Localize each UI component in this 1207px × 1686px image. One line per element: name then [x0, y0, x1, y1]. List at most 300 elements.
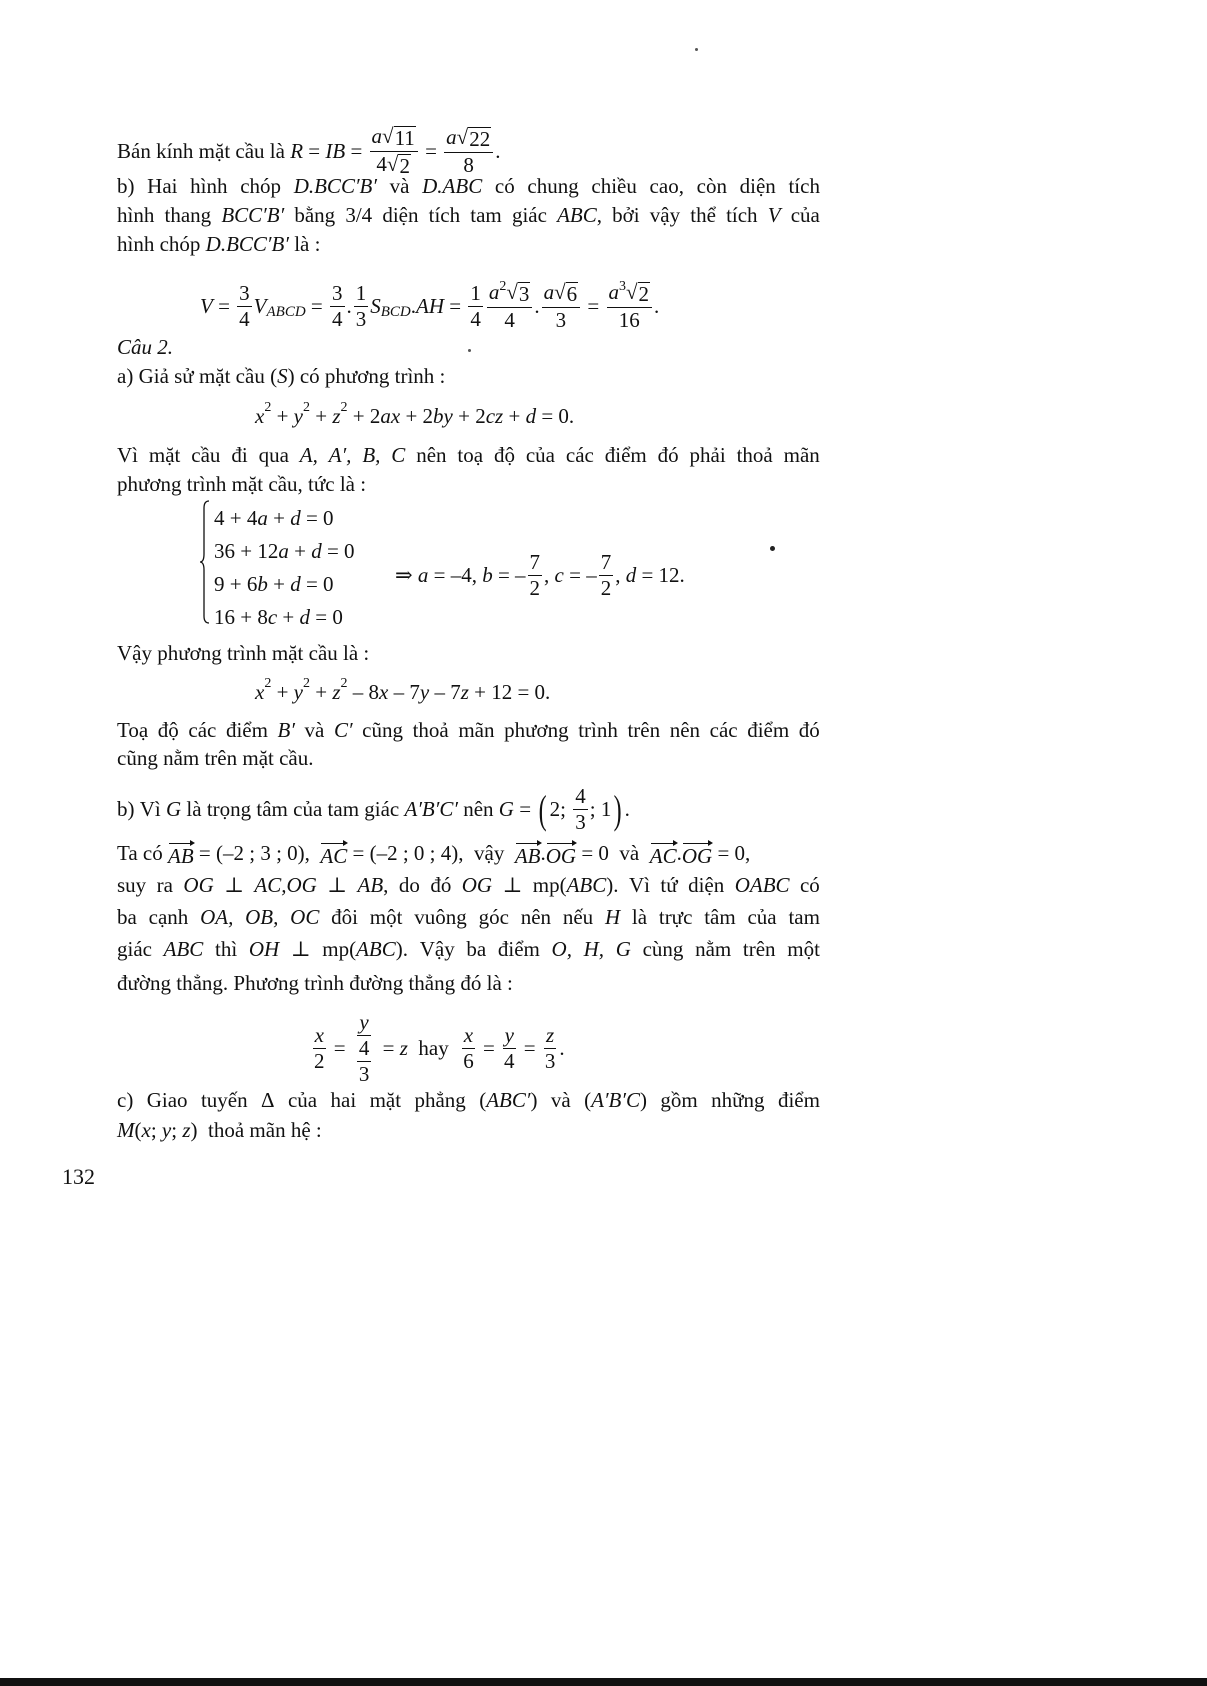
text-run: phương trình mặt cầu, tức là : [117, 472, 367, 496]
denominator [461, 153, 476, 176]
text-run: + [267, 506, 291, 530]
numerator [542, 282, 581, 308]
square-root [554, 282, 578, 305]
math-italic: c [554, 563, 564, 587]
text-run: ba [466, 937, 487, 961]
text-run: . [654, 294, 660, 319]
text-run: 36 + 12 [214, 539, 279, 563]
word [479, 1090, 537, 1111]
word [149, 445, 181, 466]
text-run: của [525, 443, 555, 467]
math-italic: x [255, 404, 265, 428]
text-run: . [346, 294, 352, 319]
word [660, 875, 677, 896]
text-run: 8 [463, 153, 474, 178]
word [643, 939, 684, 960]
math-italic: z [332, 680, 341, 704]
text-line [117, 840, 750, 867]
math-italic: cz [485, 404, 504, 428]
text-run: các [565, 443, 594, 467]
text-run: = – [563, 563, 597, 587]
word [735, 875, 790, 896]
math-italic: A′B′C [591, 1088, 640, 1112]
text-run: nằm [695, 937, 732, 961]
scan-speck [695, 48, 698, 51]
word [670, 720, 700, 741]
text-run: ; [150, 1118, 162, 1142]
denominator [237, 307, 252, 330]
numerator [313, 1025, 326, 1049]
text-run: 3 [355, 307, 367, 332]
word [261, 1090, 275, 1111]
text-run: hình chóp [117, 232, 206, 256]
word [278, 720, 295, 741]
math-italic: y [419, 680, 430, 704]
text-run: = (–2 ; 3 ; 0), [193, 841, 321, 865]
word [183, 875, 213, 896]
text-run: đôi [331, 905, 358, 929]
word [362, 445, 380, 466]
word [117, 445, 138, 466]
word [591, 176, 636, 197]
math-italic: d [290, 572, 301, 596]
scan-speck [770, 546, 775, 551]
math-italic: d [290, 506, 301, 530]
word [747, 907, 776, 928]
text-run: nên [457, 797, 499, 821]
text-run: 2 [529, 576, 541, 600]
math-italic: H, [583, 937, 605, 961]
word [245, 907, 278, 928]
text-run: thoả [736, 443, 773, 467]
math-italic: ABC [356, 937, 396, 961]
square-root [506, 282, 530, 305]
denominator [357, 1062, 372, 1085]
text-run: ) thoả mãn hệ : [190, 1118, 322, 1142]
word [690, 205, 716, 226]
word [527, 176, 578, 197]
word [294, 176, 377, 197]
numerator [357, 1012, 370, 1036]
text-line [117, 366, 445, 387]
text-run: . [534, 294, 540, 319]
word [290, 907, 319, 928]
math-italic: y [359, 1010, 369, 1034]
superscript: 2 [264, 675, 272, 691]
text-line [117, 875, 820, 896]
text-run: bởi [612, 203, 640, 227]
word [240, 176, 281, 197]
vector: AB [168, 840, 194, 867]
radicand: 2 [638, 282, 650, 306]
text-run: ; [171, 1118, 183, 1142]
math-italic: c [267, 605, 278, 629]
text-run: trên [742, 937, 776, 961]
text-run: gồm [660, 1088, 698, 1112]
text-run: cạnh [148, 905, 189, 929]
math-italic: y [293, 404, 303, 428]
word [563, 907, 593, 928]
word [399, 875, 420, 896]
fraction [354, 283, 369, 330]
word [117, 720, 148, 741]
text-run: 1 [355, 281, 367, 306]
text-run: 4 [504, 308, 515, 333]
word [224, 875, 244, 896]
system-equation [214, 539, 355, 564]
fraction [461, 1025, 476, 1072]
text-run: c) [117, 1088, 134, 1112]
word [458, 720, 494, 741]
math-italic: a [446, 125, 457, 150]
word [695, 939, 731, 960]
word [788, 907, 820, 928]
text-run: – 7 [429, 680, 461, 704]
text-run: của [287, 1088, 318, 1112]
text-run: + 2 [400, 404, 434, 428]
text-run: cầu [191, 443, 221, 467]
word [552, 939, 572, 960]
text-run: mãn [783, 443, 820, 467]
numerator [330, 283, 345, 307]
math-italic: a [371, 124, 383, 148]
word [188, 720, 216, 741]
radical-sign-icon: √ [386, 152, 399, 177]
text-run: do [398, 873, 420, 897]
word [690, 445, 726, 466]
superscript: 2 [303, 675, 310, 691]
word [422, 176, 482, 197]
word [158, 720, 179, 741]
math-italic: a [257, 506, 268, 530]
math-italic: z [460, 680, 469, 704]
text-run: Giao [146, 1088, 188, 1112]
big-parenthesis: ) [613, 786, 622, 832]
word [147, 176, 177, 197]
text-run: b) Vì [117, 797, 166, 821]
math-italic: G [166, 797, 182, 821]
math-italic: C′ [333, 718, 353, 742]
math-italic: O, [551, 937, 572, 961]
text-run: 3 [239, 281, 250, 306]
fraction [357, 1038, 372, 1085]
denominator [599, 576, 614, 599]
word [457, 445, 483, 466]
text-run: diện [739, 174, 776, 198]
math-italic: A, [299, 443, 318, 467]
word [616, 939, 631, 960]
text-run: = [444, 294, 467, 319]
word [627, 720, 660, 741]
word [358, 875, 389, 896]
text-run: mp( [322, 937, 357, 961]
text-run: = (–2 ; 0 ; 4), vậy [347, 841, 515, 865]
word [521, 907, 551, 928]
text-run: cao, [649, 174, 684, 198]
text-run: , [383, 873, 389, 897]
word [382, 205, 418, 226]
text-run: và [389, 174, 410, 198]
text-run: 7 [529, 550, 541, 574]
text-run: 2 [314, 1049, 325, 1073]
word [660, 1090, 697, 1111]
math-italic: x [463, 1023, 474, 1047]
word [479, 907, 509, 928]
text-run: hai [330, 1088, 357, 1112]
math-italic: d [625, 563, 637, 587]
text-run: mãn [458, 718, 495, 742]
word [430, 875, 451, 896]
math-italic: A′B′C′ [404, 797, 458, 821]
text-run: giác [511, 203, 547, 227]
math-italic: x [255, 680, 265, 704]
word [221, 205, 284, 226]
word [788, 176, 820, 197]
text-run: 4 [470, 307, 481, 332]
denominator [554, 308, 569, 331]
text-run: = [328, 1036, 351, 1060]
word [370, 1090, 402, 1111]
text-run: , [615, 563, 626, 587]
text-run: suy [117, 873, 147, 897]
math-italic: OC [290, 905, 320, 929]
math-italic: OA, [200, 905, 234, 929]
math-italic: D.BCC′B′ [293, 174, 377, 198]
text-run: ; 1 [589, 797, 612, 821]
left-brace-icon [200, 500, 210, 624]
math-italic: a [417, 563, 429, 587]
vector: AC [650, 840, 677, 867]
word [551, 1090, 571, 1111]
math-italic: H [604, 905, 621, 929]
text-run: = [477, 1036, 501, 1060]
text-run: điểm [747, 718, 790, 742]
text-run: trên [627, 718, 661, 742]
word [612, 205, 639, 226]
page-number: 132 [62, 1164, 95, 1189]
word [288, 1090, 317, 1111]
math-italic: z [399, 1036, 408, 1060]
radical-sign-icon: √ [382, 124, 394, 148]
text-run: độ [157, 718, 179, 742]
numerator [468, 283, 483, 307]
denominator [573, 810, 588, 833]
scan-speck [468, 349, 471, 352]
text-run: của [747, 905, 777, 929]
text-run: ). [395, 937, 409, 961]
text-run: thì [215, 937, 238, 961]
word [414, 1090, 465, 1111]
text-run: chung [527, 174, 579, 198]
word [791, 205, 820, 226]
text-run: , [596, 203, 602, 227]
word [191, 445, 220, 466]
word [322, 939, 408, 960]
denominator [502, 1049, 517, 1072]
vector: OG [682, 840, 712, 867]
text-line [117, 126, 500, 177]
word [226, 720, 268, 741]
text-run: + [310, 404, 333, 428]
numerator [444, 127, 493, 153]
word [650, 205, 680, 226]
text-run: của [790, 203, 820, 227]
word [370, 907, 403, 928]
text-line [117, 748, 314, 769]
text-run: có [799, 873, 820, 897]
text-run: 3 [332, 281, 343, 306]
text-run: = 12. [636, 563, 685, 587]
text-run: + [271, 404, 294, 428]
denominator [468, 307, 483, 330]
text-run: điểm [497, 937, 540, 961]
text-run: diện [688, 873, 725, 897]
scan-border [0, 1678, 1207, 1686]
text-run: ( [479, 1088, 487, 1112]
text-run: Hai [147, 174, 178, 198]
text-run: Bán kính mặt cầu là [117, 139, 291, 164]
word [249, 939, 279, 960]
math-italic: M [117, 1118, 135, 1142]
math-italic: AB [357, 873, 384, 897]
text-run: là [631, 905, 648, 929]
text-run: Toạ [117, 718, 149, 742]
text-run: ⇒ [395, 563, 418, 587]
radicand: 22 [469, 127, 491, 152]
text-run: tứ [660, 873, 678, 897]
word [413, 720, 449, 741]
word [605, 907, 620, 928]
text-run: + [503, 404, 526, 428]
math-italic: y [504, 1023, 514, 1047]
text-run: là trọng tâm của tam giác [181, 797, 405, 821]
math-italic: OG [461, 873, 493, 897]
math-italic: z [546, 1023, 555, 1047]
radicand: 11 [394, 126, 415, 150]
radicand: 6 [566, 282, 578, 306]
word [157, 875, 173, 896]
superscript: 2 [264, 399, 272, 415]
text-run: ⊥ [290, 937, 311, 961]
text-line [117, 939, 820, 960]
word [658, 445, 679, 466]
text-run: ( [584, 1088, 592, 1112]
word [329, 445, 352, 466]
text-run: = 0. [536, 404, 575, 428]
text-run: toạ [457, 443, 484, 467]
math-italic: V [253, 294, 267, 319]
text-run: nên [416, 443, 447, 467]
text-run: các [709, 718, 738, 742]
text-run: đó [430, 873, 452, 897]
text-line [395, 552, 685, 599]
text-line [255, 399, 575, 428]
math-italic: OABC [734, 873, 790, 897]
math-italic: ⊥ [327, 873, 348, 897]
math-italic: AC,OG [254, 873, 317, 897]
square-root [457, 127, 492, 150]
numerator [528, 552, 543, 576]
text-run: trực [658, 905, 693, 929]
text-run: = 0 và [576, 841, 650, 865]
word [391, 445, 405, 466]
text-run: + 2 [347, 404, 381, 428]
word [420, 939, 455, 960]
word [498, 939, 540, 960]
superscript: 3 [619, 279, 627, 294]
math-italic: B, [362, 443, 381, 467]
square-root [382, 126, 416, 149]
fraction [528, 552, 543, 599]
word [737, 445, 773, 466]
word [331, 907, 358, 928]
text-run: chiều [591, 174, 637, 198]
word [165, 205, 212, 226]
text-run: nên [669, 718, 701, 742]
text-run: + [271, 680, 294, 704]
word [117, 875, 146, 896]
fraction [330, 283, 345, 330]
word [254, 875, 316, 896]
denominator [617, 308, 642, 331]
math-italic: ABC′ [486, 1088, 531, 1112]
word [512, 205, 547, 226]
fraction [370, 126, 418, 177]
word [710, 720, 738, 741]
word [768, 205, 781, 226]
word [345, 205, 372, 226]
text-run: + [310, 680, 333, 704]
text-line [117, 720, 820, 741]
word [117, 176, 135, 197]
fraction [353, 1012, 376, 1085]
word [800, 875, 820, 896]
text-run: điểm [777, 1088, 820, 1112]
word [650, 176, 684, 197]
text-run: . [676, 841, 682, 865]
text-run: = [518, 1036, 541, 1060]
text-run: vậy [649, 203, 681, 227]
text-run: tam [788, 905, 820, 929]
word [584, 1090, 647, 1111]
text-run: tuyến [200, 1088, 248, 1112]
word [494, 445, 515, 466]
word [584, 939, 604, 960]
text-line [117, 205, 820, 226]
word [740, 176, 776, 197]
text-run: 4 [575, 784, 586, 808]
text-run: tích [428, 203, 461, 227]
word [200, 907, 233, 928]
text-run: ) có phương trình : [287, 364, 446, 388]
text-run: = [303, 139, 326, 164]
math-italic: ⊥ [224, 873, 244, 897]
text-line [117, 474, 366, 495]
radical-sign-icon: √ [626, 280, 638, 304]
numerator [573, 786, 588, 810]
math-italic: S [277, 364, 288, 388]
text-run: Δ [261, 1088, 275, 1112]
text-run: = [582, 294, 605, 319]
numerator [462, 1025, 475, 1049]
fraction [312, 1025, 327, 1072]
math-italic: OB, [245, 905, 279, 929]
math-italic: ax [380, 404, 401, 428]
denominator [461, 1049, 476, 1072]
text-run: hình [190, 174, 228, 198]
text-run: + [267, 572, 291, 596]
square-root [626, 282, 650, 305]
